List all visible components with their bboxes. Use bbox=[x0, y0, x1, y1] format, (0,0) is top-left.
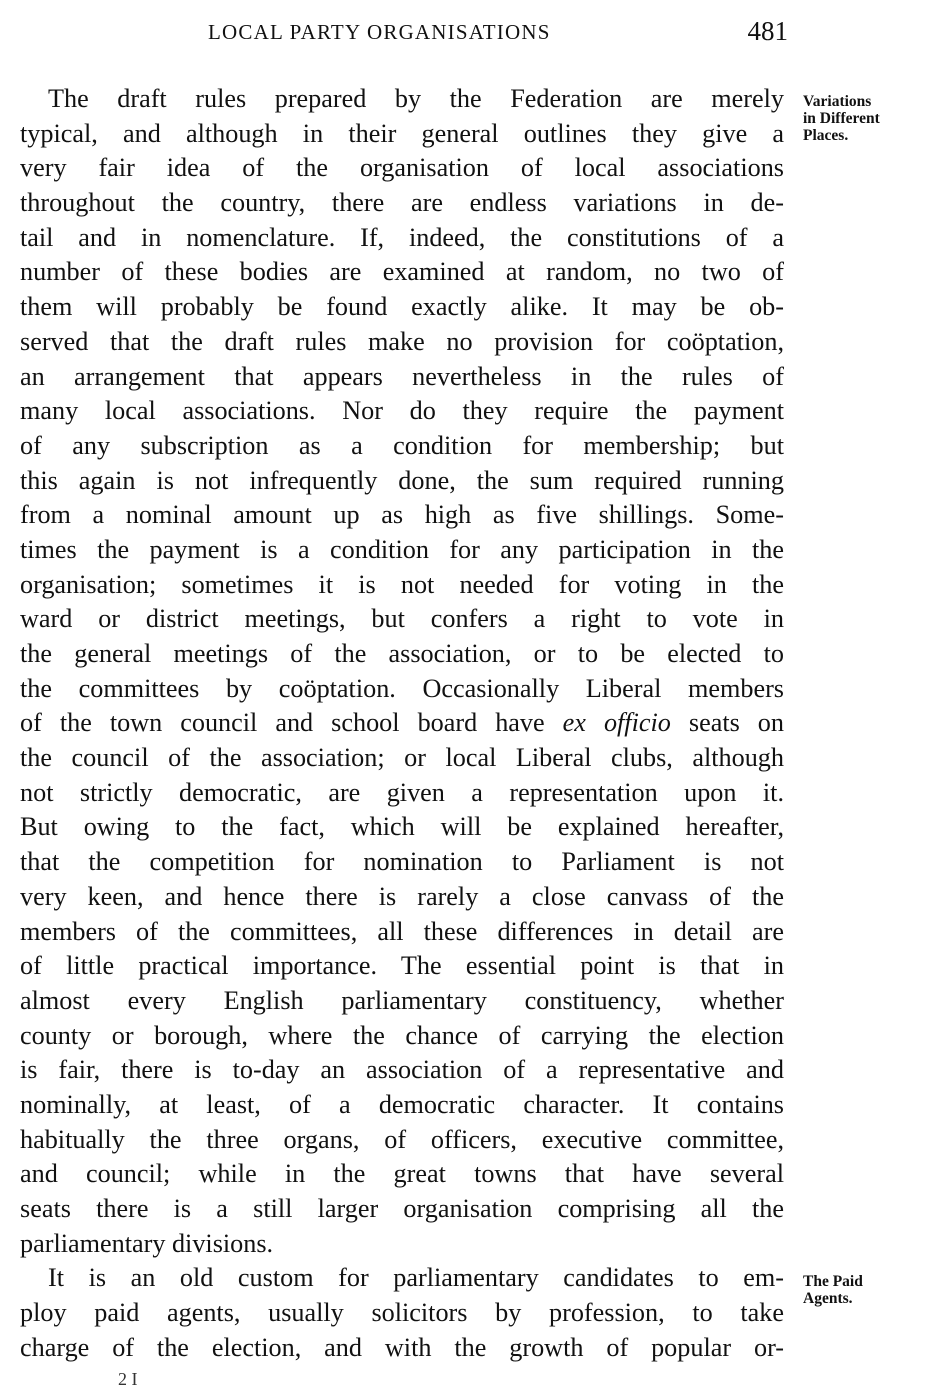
text-line: number of these bodies are examined at random, no two of bbox=[20, 257, 784, 287]
text-line: the general meetings of the association, or to be elected to bbox=[20, 639, 784, 668]
text-line bbox=[20, 706, 784, 741]
text-line: an arrangement that appears nevertheless in the rules of bbox=[20, 361, 784, 391]
text-line: ploy paid agents, usually solicitors by profession, to take bbox=[20, 1298, 784, 1328]
text-line: almost every English parliamentary constituency, whether bbox=[20, 985, 784, 1015]
text-line: the council of the association; or local Liberal clubs, although bbox=[20, 743, 784, 773]
page-number: 481 bbox=[747, 16, 788, 46]
text-line: times the payment is a condition for any participation in the bbox=[20, 534, 784, 564]
text-line: nominally, at least, of a democratic character. It contains bbox=[20, 1089, 784, 1119]
text-segment: of the town council and school board have bbox=[20, 708, 563, 738]
text-line: and council; while in the great towns that have several bbox=[20, 1159, 784, 1189]
text-line: parliamentary divisions. bbox=[20, 1228, 274, 1258]
signature-mark: 2 I bbox=[118, 1369, 138, 1389]
text-line: The draft rules prepared by the Federation are merely bbox=[48, 84, 784, 113]
text-line: very keen, and hence there is rarely a close canvass of the bbox=[20, 881, 784, 911]
margin-note-line: Variations bbox=[803, 93, 872, 110]
text-line: seats there is a still larger organisation comprising all the bbox=[20, 1194, 784, 1223]
text-segment: seats on bbox=[670, 708, 784, 738]
margin-note-line: in Different bbox=[803, 110, 880, 127]
text-line: typical, and although in their general outlines they give a bbox=[20, 118, 784, 148]
margin-note-line: Agents. bbox=[803, 1290, 853, 1307]
running-title: LOCAL PARTY ORGANISATIONS bbox=[208, 20, 551, 44]
text-line: from a nominal amount up as high as five shillings. Some- bbox=[20, 500, 784, 530]
text-line: county or borough, where the chance of carrying the election bbox=[20, 1020, 784, 1050]
text-line: served that the draft rules make no provision for coöptation, bbox=[20, 326, 784, 356]
text-line: of little practical importance. The essential point is that in bbox=[20, 951, 784, 981]
text-line: charge of the election, and with the growth of popular or- bbox=[20, 1332, 784, 1362]
text-line: tail and in nomenclature. If, indeed, the constitutions of a bbox=[20, 222, 784, 252]
text-line: members of the committees, all these differences in detail are bbox=[20, 916, 784, 946]
text-line: is fair, there is to-day an association of a representative and bbox=[20, 1055, 784, 1085]
text-line: But owing to the fact, which will be explained hereafter, bbox=[20, 812, 784, 842]
text-line: that the competition for nomination to Parliament is not bbox=[20, 847, 784, 877]
text-line: ward or district meetings, but confers a right to vote in bbox=[20, 604, 784, 634]
running-head bbox=[208, 18, 788, 50]
italic-phrase: ex officio bbox=[562, 708, 671, 738]
text-line: of any subscription as a condition for membership; but bbox=[20, 430, 784, 460]
text-line: them will probably be found exactly alike. It may be ob- bbox=[20, 292, 784, 322]
text-line: many local associations. Nor do they require the payment bbox=[20, 396, 784, 426]
text-line: It is an old custom for parliamentary candidates to em- bbox=[48, 1263, 784, 1293]
text-line: throughout the country, there are endless variations in de- bbox=[20, 188, 784, 218]
text-line: organisation; sometimes it is not needed for voting in the bbox=[20, 569, 784, 599]
margin-note-variations bbox=[803, 93, 933, 144]
margin-note-line: Places. bbox=[803, 127, 849, 144]
text-line: this again is not infrequently done, the sum required running bbox=[20, 465, 784, 495]
margin-note-line: The Paid bbox=[803, 1273, 863, 1290]
text-line: not strictly democratic, are given a representation upon it. bbox=[20, 777, 784, 807]
text-line: very fair idea of the organisation of local associations bbox=[20, 153, 784, 183]
body-text bbox=[20, 82, 784, 1365]
margin-note-paid-agents bbox=[803, 1273, 933, 1307]
text-line: the committees by coöptation. Occasionally Liberal members bbox=[20, 673, 784, 703]
text-line: habitually the three organs, of officers, executive committee, bbox=[20, 1124, 784, 1154]
